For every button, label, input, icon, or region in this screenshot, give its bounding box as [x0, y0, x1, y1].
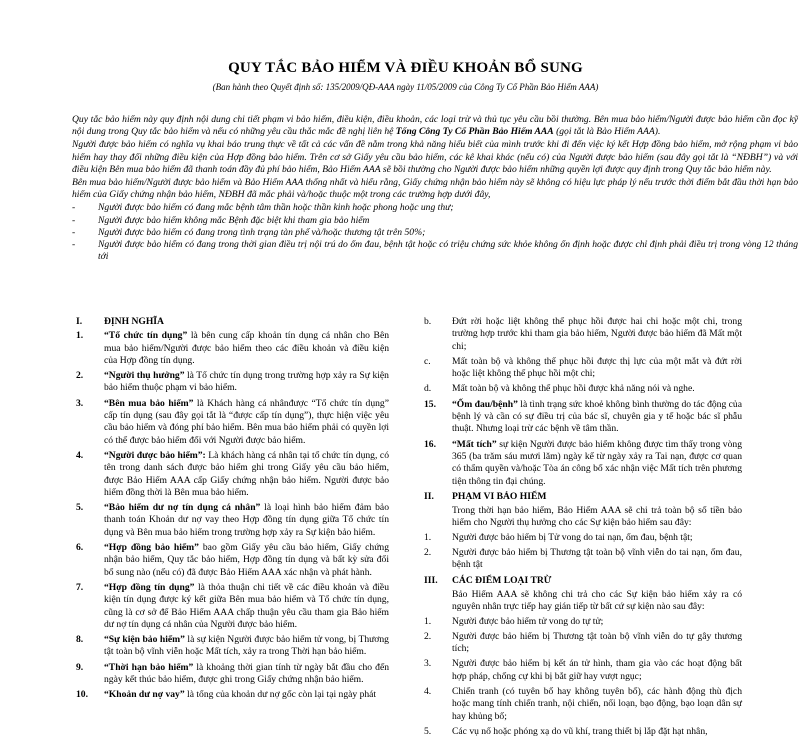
definition-item: 9. “Thời hạn bảo hiểm” là khoảng thời gian tính từ ngày bắt đầu cho đến ngày kết thúc bảo hiểm, được ghi trong Giấy chứng nhận bảo hiểm. [76, 661, 389, 686]
intro-paragraph-3: Bên mua bảo hiểm/Người được bảo hiểm và Bảo Hiểm AAA thống nhất và hiểu rằng, Giấy chứng nhận bảo hiểm này sẽ không có hiệu lực pháp lý nếu trước thời điểm bắt đầu thời hạn bảo hiểm của Giấy chứng nhận bảo hiểm, NĐBH đã mắc phải và/hoặc thuộc một trong các trường hợp dưới đây, [72, 177, 798, 201]
bullet-mark: - [72, 226, 76, 238]
section-heading-definitions: I. ĐỊNH NGHĨA [76, 316, 164, 327]
scope-paragraph: Trong thời hạn bảo hiểm, Bảo Hiểm AAA sẽ chi trả toàn bộ số tiền bảo hiểm cho Người thụ hưởng cho các Sự kiện bảo hiểm sau đây: [452, 505, 742, 529]
document-subtitle: (Ban hành theo Quyết định số: 135/2009/QĐ-AAA ngày 11/05/2009 của Công Ty Cổ Phần Bảo Hiểm AAA) [212, 82, 599, 92]
subitem: d. Mất toàn bộ và không thể phục hồi được khả năng nói và nghe. [424, 383, 695, 395]
definition-item: 5. “Bảo hiểm dư nợ tín dụng cá nhân” là loại hình bảo hiểm đảm bảo thanh toán Khoản dư nợ vay theo Hợp đồng tín dụng giữa Tổ chức tín dụng và Bên mua bảo hiểm trong trường hợp xảy ra Sự kiện bảo hiểm. [76, 502, 389, 538]
intro-bullet: - Người được bảo hiểm có đang mắc bệnh tâm thần hoặc thần kinh hoặc phong hoặc ung thư; [72, 202, 454, 214]
section-heading-scope: II. PHẠM VI BẢO HIỂM [424, 490, 547, 502]
intro-paragraph-1: Quy tắc bảo hiểm này quy định nội dung chi tiết phạm vi bảo hiểm, điều kiện, điều khoản, các loại trừ và thủ tục yêu cầu bồi thường. Bên mua bảo hiểm/Người được bảo hiểm cần đọc kỹ nội dung trong Quy tắc bảo hiểm và nếu có những yêu cầu thắc mắc đề nghị liên hệ Tổng Công Ty Cổ Phần Bảo Hiểm AAA (gọi tắt là Bảo Hiểm AAA). [72, 114, 798, 138]
exclusion-item: 2. Người được bảo hiểm bị Thương tật toàn bộ vĩnh viễn do tự gây thương tích; [424, 630, 742, 655]
scope-item: 2. Người được bảo hiểm bị Thương tật toàn bộ vĩnh viễn do tai nạn, ốm đau, bệnh tật [424, 547, 742, 571]
definition-item: 1. “Tổ chức tín dụng” là bên cung cấp khoản tín dụng cá nhân cho Bên mua bảo hiểm/Người được bảo hiểm theo các điều khoản và điều kiện của Hợp đồng tín dụng. [76, 330, 389, 366]
definition-item: 8. “Sự kiện bảo hiểm” là sự kiện Người được bảo hiểm tử vong, bị Thương tật toàn bộ vĩnh viễn hoặc Mất tích, xảy ra trong Thời hạn bảo hiểm. [76, 634, 389, 658]
definition-item: 7. “Hợp đồng tín dụng” là thỏa thuận chi tiết về các điều khoản và điều kiện tín dụng được ký kết giữa Bên mua bảo hiểm và Tổ chức tín dụng, cũng là cơ sở để Bảo Hiểm AAA chấp thuận yêu cầu tham gia Bảo hiểm dư nợ tín dụng cá nhân của Người được bảo hiểm. [76, 581, 389, 630]
document-title: QUY TẮC BẢO HIỂM VÀ ĐIỀU KHOẢN BỔ SUNG [228, 60, 583, 76]
intro-bullet: - Người được bảo hiểm không mắc Bệnh đặc biệt khi tham gia bảo hiểm [72, 214, 370, 226]
definition-item: 10. “Khoản dư nợ vay” là tổng của khoản dư nợ gốc còn lại tại ngày phát [76, 689, 377, 701]
definition-item: 2. “Người thụ hưởng” là Tổ chức tín dụng trong trường hợp xảy ra Sự kiện bảo hiểm thuộc phạm vi bảo hiểm. [76, 370, 389, 394]
bullet-mark: - [72, 214, 76, 226]
exclusions-paragraph: Bảo Hiểm AAA sẽ không chi trả cho các Sự kiện bảo hiểm xảy ra có nguyên nhân trực tiếp hay gián tiếp từ bất cứ sự kiện nào sau đây: [452, 588, 742, 613]
left-column [76, 316, 389, 705]
subitem: c. Mất toàn bộ và không thể phục hồi được thị lực của một mắt và đứt rời hoặc liệt không thể phục hồi một chi; [424, 355, 742, 380]
right-column [424, 316, 742, 741]
definition-item: 15. “Ốm đau/bệnh” là tình trạng sức khoẻ không bình thường do tác động của bệnh lý và cần có sự điều trị của bác sĩ, chuyên gia y tế hoặc bác sĩ phẫu thuật. Nhưng loại trừ các bệnh về tâm thần. [424, 398, 742, 435]
intro-section [72, 114, 798, 263]
intro-paragraph-2: Người được bảo hiểm có nghĩa vụ khai báo trung thực về tất cả các vấn đề nằm trong khả năng hiểu biết của mình trước khi đi đến việc ký kết Hợp đồng bảo hiểm, mở rộng phạm vi bảo hiểm hay thay đổi những điều kiện của Hợp đồng bảo hiểm. Trên cơ sở Giấy yêu cầu bảo hiểm, các kê khai khác (nếu có) của Người được bảo hiểm (sau đây gọi tắt là “NĐBH”) và với điều kiện Bên mua bảo hiểm đã thanh toán đầy đủ phí bảo hiểm, Bảo Hiểm AAA sẽ bồi thường cho Người được bảo hiểm những quyền lợi được quy định trong Quy tắc bảo hiểm này. [72, 139, 798, 175]
exclusion-item: 3. Người được bảo hiểm bị kết án tử hình, tham gia vào các hoạt động bất hợp pháp, chống cự khi bị bắt giữ hay vượt ngục; [424, 658, 742, 682]
definition-item: 16. “Mất tích” sự kiện Người được bảo hiểm không được tìm thấy trong vòng 365 (ba trăm sáu mươi lăm) ngày kể từ ngày xảy ra Tai nạn, được cơ quan có thẩm quyền và/hoặc Tòa án công bố xác nhận việc Mất tích trên phương tiện thông tin đại chúng. [424, 438, 742, 487]
bullet-mark: - [72, 239, 76, 251]
company-name: Tổng Công Ty Cổ Phần Bảo Hiểm AAA [395, 126, 554, 138]
exclusion-item: 4. Chiến tranh (có tuyên bố hay không tuyên bố), các hành động thù địch hoặc mang tính chiến tranh, nội chiến, nổi loạn, bạo động, bạo loạn dân sự hay khủng bố; [424, 686, 742, 722]
exclusion-item: 5. Các vụ nổ hoặc phóng xạ do vũ khí, trang thiết bị lắp đặt hạt nhân, [424, 725, 708, 737]
exclusion-item: 1. Người được bảo hiểm tử vong do tự tử; [424, 615, 604, 627]
scope-item: 1. Người được bảo hiểm bị Tử vong do tai nạn, ốm đau, bệnh tật; [424, 531, 693, 543]
definition-item: 4. “Người được bảo hiểm”: Là khách hàng cá nhân tại tổ chức tín dụng, có tên trong danh sách được bảo hiểm ghi trong Giấy yêu cầu bảo hiểm, được Bảo Hiểm AAA cấp Giấy chứng nhận bảo hiểm. Người được bảo hiểm đồng thời là Bên mua bảo hiểm. [76, 449, 389, 498]
definition-item: 3. “Bên mua bảo hiểm” là Khách hàng cá nhânđược “Tổ chức tín dụng” cấp tín dụng (sau đây gọi tắt là “được cấp tín dụng”), thực hiện việc yêu cầu bảo hiểm và đóng phí bảo hiểm. Bên mua bảo hiểm phải có quyền lợi có thể được bảo hiểm đối với Người được bảo hiểm. [76, 397, 389, 446]
definition-item: 6. “Hợp đồng bảo hiểm” bao gồm Giấy yêu cầu bảo hiểm, Giấy chứng nhận bảo hiểm, Quy tắc bảo hiểm, Hợp đồng tín dụng và bất kỳ sửa đổi bổ sung nào (nếu có) đã được Bảo Hiểm AAA xác nhận và phát hành. [76, 542, 389, 578]
subitem: b. Đứt rời hoặc liệt không thể phục hồi được hai chi hoặc một chi, trong trường hợp trước khi tham gia bảo hiểm, Người được bảo hiểm đã Mất một chi; [424, 316, 742, 352]
bullet-mark: - [72, 202, 76, 214]
section-heading-exclusions: III. CÁC ĐIỂM LOẠI TRỪ [424, 574, 552, 586]
intro-bullet: - Người được bảo hiểm có đang trong thời gian điều trị nội trú do ốm đau, bệnh tật hoặc có triệu chứng sức khỏe không ổn định hoặc được chỉ định phải điều trị trong vòng 12 tháng tới [72, 239, 798, 263]
intro-bullet: - Người được bảo hiểm có đang trong tình trạng tàn phế và/hoặc thương tật trên 50%; [72, 226, 426, 238]
